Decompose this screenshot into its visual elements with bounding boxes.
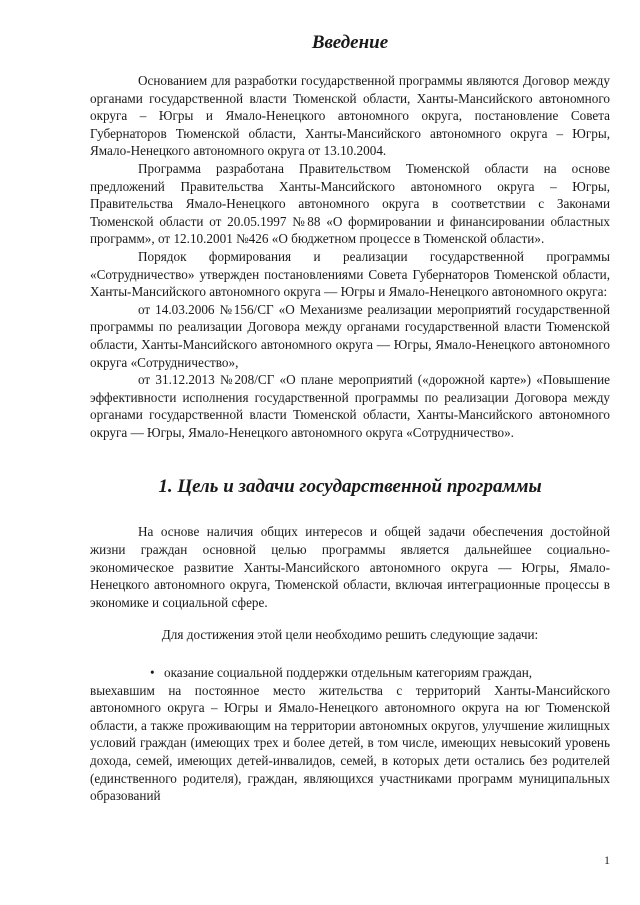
intro-heading: Введение <box>311 32 389 53</box>
goals-heading: 1. Цель и задачи государственной программы <box>158 476 542 498</box>
bullet-first-text: оказание социальной поддержки отдельным категориям граждан, <box>164 665 533 681</box>
bullet-icon: • <box>150 665 155 681</box>
intro-paragraph-2: Программа разработана Правительством Тюменской области на основе предложений Правительства Ханты-Мансийского автономного округа – Югры, Правительства Ямало-Ненецкого автономного округа в соответствии с Законами Тюменской области от 20.05.1997 №88 «О формировании и финансировании областных программ», от 12.10.2001 №426 «О бюджетном процессе в Тюменской области». <box>90 160 610 247</box>
tasks-intro: Для достижения этой цели необходимо решить следующие задачи: <box>161 627 539 643</box>
bullet-continuation: выехавшим на постоянное место жительства с территорий Ханты-Мансийского автономного округа – Югры и Ямало-Ненецкого автономного округа на юг Тюменской области, а также проживающим на территории автономных округов, улучшение жилищных условий граждан (имеющих трех и более детей, в том числе, имеющих невысокий уровень дохода, семей, имеющих детей-инвалидов, семей, в которых дети остались без родителей (единственного родителя), граждан, являющихся участниками программ муниципальных образований <box>90 682 610 804</box>
intro-paragraph-1: Основанием для разработки государственной программы являются Договор между органами государственной власти Тюменской области, Ханты-Мансийского автономного округа – Югры и Ямало-Ненецкого автономного округа, постановление Совета Губернаторов Тюменской области, Ханты-Мансийского автономного округа – Югры, Ямало-Ненецкого автономного округа от 13.10.2004. <box>90 73 610 159</box>
page-content <box>90 30 610 805</box>
bullet-first-line <box>90 664 610 682</box>
list-item <box>90 664 610 805</box>
page-number: 1 <box>604 853 610 867</box>
intro-paragraph-4: от 14.03.2006 №156/СГ «О Механизме реализации мероприятий государственной программы по реализации Договора между органами государственной власти Тюменской области, Ханты-Мансийского автономного округа — Югры, Ямало-Ненецкого автономного округа «Сотрудничество», <box>90 301 610 370</box>
intro-paragraph-5: от 31.12.2013 №208/СГ «О плане мероприятий («дорожной карте») «Повышение эффективности исполнения государственной программы по реализации Договора между органами государственной власти Тюменской области, Ханты-Мансийского автономного округа — Югры, Ямало-Ненецкого автономного округа «Сотрудничество». <box>90 372 610 440</box>
intro-paragraph-3: Порядок формирования и реализации государственной программы «Сотрудничество» утвержден постановлениями Совета Губернаторов Тюменской области, Ханты-Мансийского автономного округа — Югры и Ямало-Ненецкого автономного округа: <box>90 248 610 300</box>
goals-paragraph: На основе наличия общих интересов и общей задачи обеспечения достойной жизни граждан основной целью программы является дальнейшее социально-экономическое развитие Ханты-Мансийского автономного округа — Югры, Ямало-Ненецкого автономного округа, Тюменской области, включая интеграционные процессы в экономике и социальной сфере. <box>90 524 610 610</box>
